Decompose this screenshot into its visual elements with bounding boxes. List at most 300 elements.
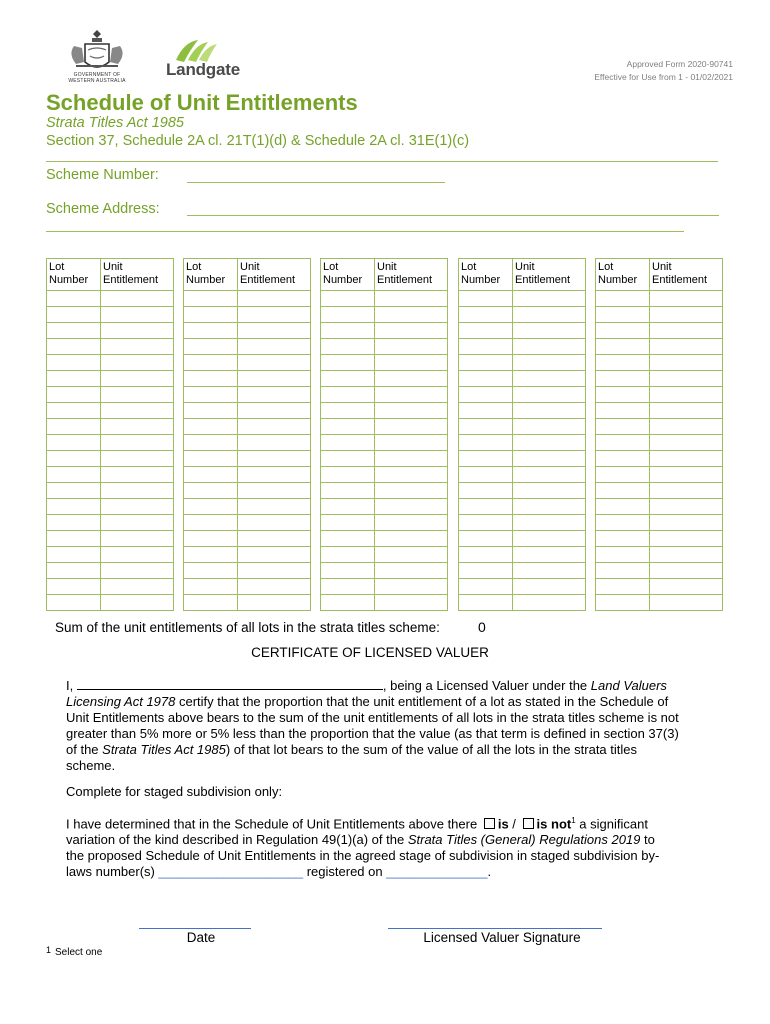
unit-entitlement-cell[interactable] <box>513 547 586 563</box>
table-row <box>184 595 311 611</box>
lot-number-cell[interactable] <box>459 355 513 371</box>
unit-entitlement-cell[interactable] <box>375 467 448 483</box>
unit-entitlement-cell[interactable] <box>238 387 311 403</box>
unit-entitlement-cell[interactable] <box>101 515 174 531</box>
lot-number-cell[interactable] <box>184 339 238 355</box>
unit-entitlement-cell[interactable] <box>375 595 448 611</box>
lot-number-cell[interactable] <box>321 595 375 611</box>
unit-entitlement-cell[interactable] <box>513 387 586 403</box>
registered-date-field[interactable]: ______________ <box>386 864 488 880</box>
unit-entitlement-cell[interactable] <box>238 467 311 483</box>
lot-number-cell[interactable] <box>184 595 238 611</box>
lot-number-cell[interactable] <box>459 563 513 579</box>
lot-number-cell[interactable] <box>459 387 513 403</box>
staged-text: registered on <box>306 864 383 880</box>
table-row <box>321 467 448 483</box>
lot-number-cell[interactable] <box>321 499 375 515</box>
lot-number-cell[interactable] <box>47 563 101 579</box>
unit-entitlement-header-line: Unit <box>515 261 535 273</box>
lot-number-cell[interactable] <box>184 515 238 531</box>
unit-entitlement-cell[interactable] <box>375 339 448 355</box>
unit-entitlement-header-line: Unit <box>240 261 260 273</box>
lot-number-header <box>459 259 513 291</box>
lot-number-cell[interactable] <box>184 291 238 307</box>
lot-number-cell[interactable] <box>596 355 650 371</box>
lot-number-cell[interactable] <box>321 291 375 307</box>
divider <box>46 161 718 162</box>
unit-entitlement-header-line: Entitlement <box>377 274 433 286</box>
unit-entitlement-cell[interactable] <box>375 323 448 339</box>
unit-entitlement-cell[interactable] <box>238 579 311 595</box>
unit-entitlement-cell[interactable] <box>375 579 448 595</box>
unit-entitlement-cell[interactable] <box>650 483 723 499</box>
unit-entitlement-cell[interactable] <box>375 307 448 323</box>
unit-entitlement-cell[interactable] <box>375 419 448 435</box>
lot-number-cell[interactable] <box>321 579 375 595</box>
lot-number-header-line: Lot <box>49 261 65 273</box>
lot-number-cell[interactable] <box>184 531 238 547</box>
unit-entitlement-cell[interactable] <box>101 579 174 595</box>
certificate-heading: CERTIFICATE OF LICENSED VALUER <box>251 645 489 660</box>
lot-number-cell[interactable] <box>184 323 238 339</box>
unit-entitlement-cell[interactable] <box>238 435 311 451</box>
unit-entitlement-cell[interactable] <box>238 323 311 339</box>
lot-number-cell[interactable] <box>47 499 101 515</box>
footnote-mark: 1 <box>46 945 52 955</box>
date-field[interactable] <box>139 928 251 929</box>
unit-entitlement-cell[interactable] <box>513 467 586 483</box>
unit-entitlement-cell[interactable] <box>650 355 723 371</box>
unit-entitlement-cell[interactable] <box>513 531 586 547</box>
is-not-checkbox[interactable] <box>523 818 534 829</box>
landgate-logo <box>166 38 256 82</box>
table-row <box>459 563 586 579</box>
unit-entitlement-cell[interactable] <box>101 339 174 355</box>
unit-entitlement-cell[interactable] <box>238 403 311 419</box>
lot-number-cell[interactable] <box>459 451 513 467</box>
lot-number-cell[interactable] <box>596 467 650 483</box>
unit-entitlement-cell[interactable] <box>101 531 174 547</box>
lot-number-cell[interactable] <box>184 435 238 451</box>
lot-number-cell[interactable] <box>321 403 375 419</box>
unit-entitlement-cell[interactable] <box>513 323 586 339</box>
lot-number-cell[interactable] <box>47 419 101 435</box>
table-row <box>321 355 448 371</box>
unit-entitlement-cell[interactable] <box>375 531 448 547</box>
lot-number-cell[interactable] <box>321 355 375 371</box>
unit-entitlement-cell[interactable] <box>101 563 174 579</box>
table-row <box>321 483 448 499</box>
lot-number-cell[interactable] <box>184 387 238 403</box>
unit-entitlement-cell[interactable] <box>101 483 174 499</box>
unit-entitlement-cell[interactable] <box>513 291 586 307</box>
unit-entitlement-cell[interactable] <box>650 531 723 547</box>
lot-number-cell[interactable] <box>47 355 101 371</box>
lot-number-cell[interactable] <box>321 467 375 483</box>
lot-number-header-line: Number <box>49 274 89 286</box>
lot-number-cell[interactable] <box>321 547 375 563</box>
lot-number-cell[interactable] <box>459 595 513 611</box>
unit-entitlement-cell[interactable] <box>513 403 586 419</box>
signature-field[interactable] <box>388 928 602 929</box>
signature-label: Licensed Valuer Signature <box>423 930 581 945</box>
table-row <box>596 515 723 531</box>
unit-entitlement-table <box>595 258 723 611</box>
unit-entitlement-cell[interactable] <box>238 499 311 515</box>
unit-entitlement-cell[interactable] <box>238 291 311 307</box>
unit-entitlement-cell[interactable] <box>101 355 174 371</box>
lot-number-cell[interactable] <box>459 419 513 435</box>
certificate-paragraph <box>66 677 686 774</box>
lot-number-cell[interactable] <box>459 323 513 339</box>
lot-number-cell[interactable] <box>321 323 375 339</box>
lot-number-cell[interactable] <box>321 387 375 403</box>
unit-entitlement-cell[interactable] <box>101 595 174 611</box>
unit-entitlement-cell[interactable] <box>238 451 311 467</box>
scheme-number-field[interactable] <box>187 166 445 183</box>
unit-entitlement-cell[interactable] <box>375 483 448 499</box>
act-reference: Strata Titles Act 1985 <box>46 115 184 131</box>
lot-number-cell[interactable] <box>184 355 238 371</box>
lot-number-cell[interactable] <box>596 595 650 611</box>
unit-entitlement-cell[interactable] <box>375 403 448 419</box>
footnote-text: Select one <box>55 947 103 958</box>
lot-number-cell[interactable] <box>459 531 513 547</box>
unit-entitlement-cell[interactable] <box>650 563 723 579</box>
lot-number-cell[interactable] <box>47 291 101 307</box>
lot-number-cell[interactable] <box>184 451 238 467</box>
lot-number-cell[interactable] <box>596 307 650 323</box>
unit-entitlement-cell[interactable] <box>650 291 723 307</box>
lot-number-cell[interactable] <box>184 499 238 515</box>
unit-entitlement-cell[interactable] <box>513 419 586 435</box>
lot-number-cell[interactable] <box>184 483 238 499</box>
unit-entitlement-cell[interactable] <box>650 387 723 403</box>
unit-entitlement-cell[interactable] <box>650 499 723 515</box>
government-crest-logo <box>64 28 130 86</box>
lot-number-cell[interactable] <box>459 579 513 595</box>
unit-entitlement-cell[interactable] <box>650 419 723 435</box>
unit-entitlement-cell[interactable] <box>375 515 448 531</box>
table-row <box>321 339 448 355</box>
lot-number-cell[interactable] <box>47 371 101 387</box>
landgate-logo-text: Landgate <box>166 60 240 79</box>
table-row <box>596 483 723 499</box>
unit-entitlement-cell[interactable] <box>101 547 174 563</box>
lot-number-cell[interactable] <box>47 531 101 547</box>
scheme-address-label: Scheme Address: <box>46 201 160 217</box>
table-row <box>47 467 174 483</box>
table-row <box>47 451 174 467</box>
lot-number-cell[interactable] <box>321 483 375 499</box>
unit-entitlement-cell[interactable] <box>650 595 723 611</box>
unit-entitlement-cell[interactable] <box>375 563 448 579</box>
lot-number-cell[interactable] <box>596 323 650 339</box>
table-row <box>459 387 586 403</box>
unit-entitlement-cell[interactable] <box>650 339 723 355</box>
table-row <box>47 595 174 611</box>
table-row <box>321 499 448 515</box>
table-row <box>321 387 448 403</box>
lot-number-cell[interactable] <box>596 563 650 579</box>
unit-entitlement-cell[interactable] <box>650 307 723 323</box>
unit-entitlement-cell[interactable] <box>101 323 174 339</box>
lot-number-cell[interactable] <box>47 451 101 467</box>
unit-entitlement-cell[interactable] <box>101 451 174 467</box>
lot-number-cell[interactable] <box>47 595 101 611</box>
table-row <box>596 339 723 355</box>
lot-number-cell[interactable] <box>184 547 238 563</box>
table-row <box>596 307 723 323</box>
lot-number-cell[interactable] <box>596 403 650 419</box>
lot-number-cell[interactable] <box>184 419 238 435</box>
lot-number-cell[interactable] <box>47 403 101 419</box>
table-row <box>459 435 586 451</box>
unit-entitlement-cell[interactable] <box>513 435 586 451</box>
unit-entitlement-cell[interactable] <box>101 387 174 403</box>
lot-number-cell[interactable] <box>596 451 650 467</box>
table-row <box>184 451 311 467</box>
table-row <box>459 419 586 435</box>
unit-entitlement-cell[interactable] <box>513 563 586 579</box>
unit-entitlement-cell[interactable] <box>375 499 448 515</box>
table-row <box>47 483 174 499</box>
table-row <box>459 355 586 371</box>
lot-number-cell[interactable] <box>596 371 650 387</box>
table-row <box>596 419 723 435</box>
lot-number-cell[interactable] <box>321 435 375 451</box>
unit-entitlement-cell[interactable] <box>513 499 586 515</box>
lot-number-cell[interactable] <box>459 547 513 563</box>
lot-number-cell[interactable] <box>596 419 650 435</box>
lot-number-cell[interactable] <box>596 547 650 563</box>
unit-entitlement-cell[interactable] <box>238 483 311 499</box>
unit-entitlement-cell[interactable] <box>238 595 311 611</box>
lot-number-cell[interactable] <box>184 563 238 579</box>
unit-entitlement-table <box>183 258 311 611</box>
lot-number-cell[interactable] <box>459 291 513 307</box>
table-row <box>596 323 723 339</box>
table-row <box>459 307 586 323</box>
unit-entitlement-cell[interactable] <box>650 403 723 419</box>
lot-number-cell[interactable] <box>47 515 101 531</box>
unit-entitlement-cell[interactable] <box>513 451 586 467</box>
unit-entitlement-cell[interactable] <box>650 323 723 339</box>
cert-act-name: Strata Titles Act 1985 <box>102 742 226 757</box>
table-row <box>459 499 586 515</box>
unit-entitlement-cell[interactable] <box>650 435 723 451</box>
unit-entitlement-cell[interactable] <box>513 515 586 531</box>
unit-entitlement-cell[interactable] <box>101 403 174 419</box>
table-row <box>459 467 586 483</box>
unit-entitlement-cell[interactable] <box>101 435 174 451</box>
lot-number-cell[interactable] <box>321 515 375 531</box>
table-row <box>596 499 723 515</box>
unit-entitlement-cell[interactable] <box>101 371 174 387</box>
unit-entitlement-cell[interactable] <box>101 499 174 515</box>
unit-entitlement-cell[interactable] <box>650 547 723 563</box>
lot-number-cell[interactable] <box>321 371 375 387</box>
lot-number-header <box>47 259 101 291</box>
lot-number-cell[interactable] <box>596 387 650 403</box>
lot-number-cell[interactable] <box>47 483 101 499</box>
staged-text: to the proposed Schedule of Unit Entitlements in the agreed stage of subdivision in staged subdivision by-laws number(s) <box>66 832 660 880</box>
table-row <box>459 547 586 563</box>
lot-number-cell[interactable] <box>321 419 375 435</box>
table-row <box>184 307 311 323</box>
table-row <box>459 323 586 339</box>
lot-number-cell[interactable] <box>596 435 650 451</box>
table-row <box>321 371 448 387</box>
table-row <box>184 531 311 547</box>
valuer-name-field[interactable] <box>77 677 383 690</box>
scheme-address-field[interactable] <box>187 199 719 216</box>
lot-number-cell[interactable] <box>184 307 238 323</box>
lot-number-cell[interactable] <box>47 339 101 355</box>
unit-entitlement-header-line: Unit <box>103 261 123 273</box>
unit-entitlement-cell[interactable] <box>238 515 311 531</box>
unit-entitlement-cell[interactable] <box>650 371 723 387</box>
table-row <box>184 339 311 355</box>
unit-entitlement-cell[interactable] <box>513 579 586 595</box>
lot-number-cell[interactable] <box>596 531 650 547</box>
unit-entitlement-cell[interactable] <box>375 387 448 403</box>
lot-number-cell[interactable] <box>596 291 650 307</box>
unit-entitlement-header-line: Entitlement <box>103 274 159 286</box>
is-checkbox[interactable] <box>484 818 495 829</box>
unit-entitlement-cell[interactable] <box>513 483 586 499</box>
table-row <box>596 355 723 371</box>
unit-entitlement-cell[interactable] <box>513 355 586 371</box>
unit-entitlement-cell[interactable] <box>238 419 311 435</box>
lot-number-cell[interactable] <box>321 451 375 467</box>
unit-entitlement-cell[interactable] <box>650 579 723 595</box>
unit-entitlement-cell[interactable] <box>238 355 311 371</box>
table-row <box>184 547 311 563</box>
unit-entitlement-cell[interactable] <box>513 595 586 611</box>
unit-entitlement-cell[interactable] <box>238 307 311 323</box>
table-row <box>47 531 174 547</box>
lot-number-header-line: Lot <box>186 261 202 273</box>
table-row <box>47 387 174 403</box>
unit-entitlement-cell[interactable] <box>650 451 723 467</box>
unit-entitlement-table <box>458 258 586 611</box>
lot-number-cell[interactable] <box>321 339 375 355</box>
unit-entitlement-cell[interactable] <box>101 467 174 483</box>
lot-number-cell[interactable] <box>321 563 375 579</box>
lot-number-cell[interactable] <box>47 547 101 563</box>
table-row <box>184 387 311 403</box>
lot-number-cell[interactable] <box>47 579 101 595</box>
unit-entitlement-cell[interactable] <box>375 547 448 563</box>
unit-entitlement-cell[interactable] <box>375 291 448 307</box>
table-row <box>47 419 174 435</box>
unit-entitlement-cell[interactable] <box>375 355 448 371</box>
lot-number-cell[interactable] <box>596 515 650 531</box>
unit-entitlement-cell[interactable] <box>650 467 723 483</box>
unit-entitlement-cell[interactable] <box>238 531 311 547</box>
unit-entitlement-cell[interactable] <box>101 291 174 307</box>
unit-entitlement-header-line: Entitlement <box>515 274 571 286</box>
unit-entitlement-cell[interactable] <box>238 563 311 579</box>
table-row <box>596 563 723 579</box>
bylaws-number-field[interactable]: ____________________ <box>158 864 304 880</box>
table-row <box>459 403 586 419</box>
footnote-ref: 1 <box>571 816 576 825</box>
lot-number-cell[interactable] <box>184 467 238 483</box>
table-row <box>596 451 723 467</box>
lot-number-cell[interactable] <box>47 323 101 339</box>
unit-entitlement-cell[interactable] <box>375 451 448 467</box>
table-row <box>459 451 586 467</box>
sum-value[interactable]: 0 <box>478 619 486 635</box>
lot-number-header <box>184 259 238 291</box>
unit-entitlement-table <box>46 258 174 611</box>
unit-entitlement-cell[interactable] <box>513 307 586 323</box>
lot-number-cell[interactable] <box>184 371 238 387</box>
lot-number-cell[interactable] <box>459 371 513 387</box>
lot-number-cell[interactable] <box>321 531 375 547</box>
unit-entitlement-cell[interactable] <box>513 339 586 355</box>
lot-number-cell[interactable] <box>47 387 101 403</box>
lot-number-cell[interactable] <box>459 403 513 419</box>
unit-entitlement-cell[interactable] <box>650 515 723 531</box>
unit-entitlement-cell[interactable] <box>101 419 174 435</box>
staged-text: . <box>487 864 492 880</box>
lot-number-cell[interactable] <box>596 579 650 595</box>
lot-number-cell[interactable] <box>459 499 513 515</box>
lot-number-cell[interactable] <box>184 579 238 595</box>
lot-number-cell[interactable] <box>596 483 650 499</box>
unit-entitlement-cell[interactable] <box>238 371 311 387</box>
table-row <box>184 483 311 499</box>
table-row <box>596 403 723 419</box>
lot-number-cell[interactable] <box>596 499 650 515</box>
lot-number-cell[interactable] <box>459 483 513 499</box>
unit-entitlement-cell[interactable] <box>375 371 448 387</box>
unit-entitlement-header-line: Unit <box>652 261 672 273</box>
lot-number-header-line: Lot <box>461 261 477 273</box>
unit-entitlement-cell[interactable] <box>238 547 311 563</box>
staged-text: a significant variation of the kind described in Regulation 49(1)(a) of the <box>66 816 648 848</box>
table-row <box>596 547 723 563</box>
lot-number-cell[interactable] <box>459 435 513 451</box>
lot-number-cell[interactable] <box>47 307 101 323</box>
lot-number-cell[interactable] <box>459 307 513 323</box>
lot-number-cell[interactable] <box>459 467 513 483</box>
lot-number-cell[interactable] <box>596 339 650 355</box>
table-row <box>47 563 174 579</box>
lot-number-cell[interactable] <box>47 467 101 483</box>
table-row <box>47 403 174 419</box>
table-row <box>459 483 586 499</box>
unit-entitlement-header-line: Entitlement <box>240 274 296 286</box>
lot-number-cell[interactable] <box>321 307 375 323</box>
unit-entitlement-cell[interactable] <box>238 339 311 355</box>
unit-entitlement-cell[interactable] <box>513 371 586 387</box>
table-row <box>47 547 174 563</box>
lot-number-cell[interactable] <box>459 339 513 355</box>
unit-entitlement-cell[interactable] <box>101 307 174 323</box>
lot-number-cell[interactable] <box>459 515 513 531</box>
unit-entitlement-cell[interactable] <box>375 435 448 451</box>
table-row <box>47 355 174 371</box>
table-row <box>321 563 448 579</box>
is-not-label: is not <box>536 816 572 832</box>
lot-number-cell[interactable] <box>47 435 101 451</box>
table-row <box>459 531 586 547</box>
lot-number-cell[interactable] <box>184 403 238 419</box>
